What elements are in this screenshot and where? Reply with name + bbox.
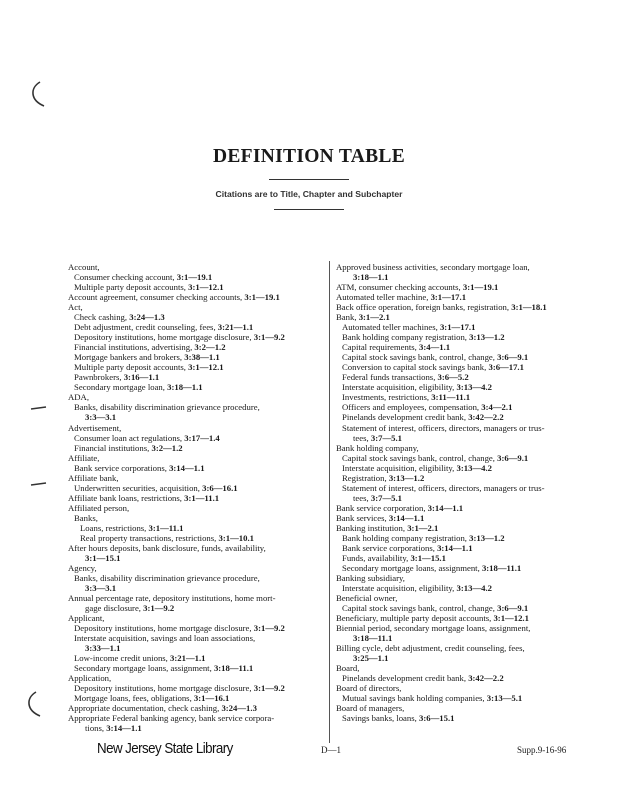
citation: 3:18—1.1 bbox=[167, 382, 203, 393]
index-entry bbox=[336, 673, 587, 683]
entry-text: Secondary mortgage loan, bbox=[74, 382, 168, 393]
citation: 3:33—1.1 bbox=[85, 643, 121, 654]
citation: 3:18—11.1 bbox=[213, 663, 254, 674]
column-divider bbox=[329, 261, 330, 743]
index-entry bbox=[68, 703, 323, 713]
citation: 3:38—1.1 bbox=[184, 352, 220, 363]
index-entry bbox=[336, 533, 587, 543]
index-entry bbox=[336, 603, 587, 613]
index-entry bbox=[336, 443, 587, 453]
index-entry bbox=[336, 352, 587, 362]
index-entry bbox=[336, 282, 587, 292]
entry-text: Underwritten securities, acquisition, bbox=[74, 482, 203, 493]
entry-text: Account, bbox=[68, 262, 100, 272]
entry-text: Affiliate bank loans, restrictions, bbox=[68, 492, 185, 503]
index-entry bbox=[68, 282, 323, 292]
citation: 3:1—12.1 bbox=[493, 613, 529, 624]
entry-text: tees, bbox=[353, 432, 371, 443]
citation: 3:6—9.1 bbox=[497, 352, 529, 363]
entry-text: Bank service corporation, bbox=[336, 502, 428, 513]
entry-text: Bank service corporations, bbox=[74, 462, 170, 473]
index-entry bbox=[68, 272, 323, 282]
entry-text: Loans, restrictions, bbox=[80, 522, 149, 533]
page-title: DEFINITION TABLE bbox=[212, 146, 406, 167]
citation: 3:7—5.1 bbox=[370, 432, 402, 443]
entry-text: Billing cycle, debt adjustment, credit counseling, fees, bbox=[336, 643, 525, 654]
entry-text: Automated teller machine, bbox=[336, 292, 431, 303]
citation: 3:21—1.1 bbox=[170, 653, 206, 664]
index-entry bbox=[68, 382, 323, 392]
index-entry bbox=[336, 392, 587, 402]
index-entry bbox=[68, 322, 323, 332]
index-entry bbox=[68, 352, 323, 362]
index-entry bbox=[336, 643, 587, 653]
entry-text: Back office operation, foreign banks, registration, bbox=[336, 302, 512, 313]
index-entry bbox=[68, 392, 323, 402]
citation: 3:1—19.1 bbox=[244, 292, 280, 303]
citation: 3:42—2.2 bbox=[468, 673, 504, 684]
index-entry bbox=[336, 433, 587, 443]
index-entry bbox=[336, 613, 587, 623]
citation: 3:14—1.1 bbox=[437, 542, 473, 553]
index-entry bbox=[68, 673, 323, 683]
citation: 3:1—2.1 bbox=[358, 312, 390, 323]
entry-text: Investments, restrictions, bbox=[342, 392, 432, 403]
citation: 3:1—19.1 bbox=[176, 272, 213, 283]
citation: 3:6—15.1 bbox=[418, 713, 455, 724]
entry-text: Application, bbox=[68, 673, 112, 684]
scan-mark-icon bbox=[30, 404, 48, 412]
entry-text: Bank holding company registration, bbox=[342, 332, 470, 343]
subtitle: Citations are to Title, Chapter and Subchapter bbox=[215, 189, 403, 199]
entry-text: Bank services, bbox=[336, 512, 389, 523]
citation: 3:13—4.2 bbox=[456, 382, 493, 393]
index-entry bbox=[336, 382, 587, 392]
entry-text: Officers and employees, compensation, bbox=[342, 402, 482, 413]
citation: 3:13—1.2 bbox=[388, 472, 425, 483]
entry-text: Interstate acquisition, savings and loan associations, bbox=[74, 633, 256, 644]
citation: 3:6—16.1 bbox=[202, 482, 238, 493]
index-entry bbox=[68, 693, 323, 703]
citation: 3:21—1.1 bbox=[217, 322, 254, 333]
citation: 3:13—1.2 bbox=[469, 532, 505, 543]
index-entry bbox=[68, 372, 323, 382]
scan-mark-icon bbox=[22, 690, 46, 720]
citation: 3:6—5.2 bbox=[437, 372, 469, 383]
index-entry bbox=[68, 453, 323, 463]
entry-text: Multiple party deposit accounts, bbox=[74, 282, 189, 293]
index-entry bbox=[336, 633, 587, 643]
index-entry bbox=[68, 362, 323, 372]
index-entry bbox=[68, 312, 323, 322]
entry-text: gage disclosure, bbox=[85, 603, 144, 614]
scan-mark-icon bbox=[30, 480, 48, 488]
entry-text: Banking subsidiary, bbox=[336, 572, 405, 583]
citation: 3:14—1.1 bbox=[427, 502, 464, 513]
entry-text: Banks, disability discrimination grievance procedure, bbox=[74, 572, 260, 583]
index-entry bbox=[336, 412, 587, 422]
index-entry bbox=[68, 543, 323, 553]
entry-text: Banks, bbox=[74, 512, 98, 523]
index-entry bbox=[68, 332, 323, 342]
index-entry bbox=[336, 372, 587, 382]
index-entry bbox=[68, 643, 323, 653]
citation: 3:14—1.1 bbox=[388, 512, 425, 523]
citation: 3:1—19.1 bbox=[462, 282, 499, 293]
entry-text: Debt adjustment, credit counseling, fees, bbox=[74, 322, 218, 333]
citation: 3:1—11.1 bbox=[148, 522, 184, 533]
index-entry bbox=[68, 583, 323, 593]
entry-text: Secondary mortgage loans, assignment, bbox=[342, 562, 482, 573]
index-entry bbox=[336, 493, 587, 503]
index-entry bbox=[68, 443, 323, 453]
index-entry bbox=[336, 322, 587, 332]
index-entry bbox=[68, 713, 323, 723]
index-entry bbox=[336, 593, 587, 603]
entry-text: Agency, bbox=[68, 562, 97, 573]
entry-text: Act, bbox=[68, 302, 83, 313]
index-entry bbox=[68, 553, 323, 563]
index-entry bbox=[336, 573, 587, 583]
citation: 3:1—17.1 bbox=[430, 292, 467, 303]
entry-text: Depository institutions, home mortgage disclosure, bbox=[74, 623, 254, 634]
index-entry bbox=[68, 653, 323, 663]
citation: 3:1—12.1 bbox=[188, 282, 224, 293]
entry-text: Appropriate documentation, check cashing, bbox=[68, 703, 222, 714]
entry-text: Mutual savings bank holding companies, bbox=[342, 693, 487, 704]
citation: 3:13—5.1 bbox=[486, 693, 523, 704]
entry-text: Pawnbrokers, bbox=[74, 372, 124, 383]
citation: 3:1—15.1 bbox=[85, 552, 121, 563]
citation: 3:16—1.1 bbox=[123, 372, 160, 383]
entry-text: Advertisement, bbox=[68, 422, 122, 433]
supplement-date: Supp.9-16-96 bbox=[517, 745, 567, 755]
index-entry bbox=[68, 402, 323, 412]
index-entry bbox=[336, 473, 587, 483]
index-entry bbox=[68, 473, 323, 483]
entry-text: Capital stock savings bank, control, change, bbox=[342, 452, 498, 463]
index-entry bbox=[68, 292, 323, 302]
library-stamp: New Jersey State Library bbox=[97, 741, 233, 757]
index-entry bbox=[336, 703, 587, 713]
entry-text: Bank holding company, bbox=[336, 442, 419, 453]
index-entry bbox=[68, 262, 323, 272]
index-entry bbox=[68, 723, 323, 733]
index-entry bbox=[68, 593, 323, 603]
entry-text: Board, bbox=[336, 663, 360, 674]
citation: 3:7—5.1 bbox=[370, 492, 402, 503]
citation: 3:18—1.1 bbox=[353, 272, 389, 283]
index-entry bbox=[68, 342, 323, 352]
citation: 3:4—2.1 bbox=[481, 402, 513, 413]
entry-text: ATM, consumer checking accounts, bbox=[336, 282, 463, 293]
citation: 3:13—4.2 bbox=[456, 462, 493, 473]
index-entry bbox=[68, 503, 323, 513]
entry-text: Mortgage bankers and brokers, bbox=[74, 352, 185, 363]
index-entry bbox=[336, 402, 587, 412]
index-entry bbox=[336, 623, 587, 633]
index-entry bbox=[336, 693, 587, 703]
page-number: D—1 bbox=[321, 745, 341, 755]
entry-text: Biennial period, secondary mortgage loans, assignment, bbox=[336, 623, 531, 634]
citation: 3:6—17.1 bbox=[488, 362, 524, 373]
title-rule bbox=[269, 179, 349, 180]
entry-text: Interstate acquisition, eligibility, bbox=[342, 462, 457, 473]
index-entry bbox=[68, 423, 323, 433]
index-entry bbox=[68, 663, 323, 673]
citation: 3:1—12.1 bbox=[188, 362, 224, 373]
citation: 3:3—3.1 bbox=[85, 583, 117, 593]
index-entry bbox=[336, 483, 587, 493]
entry-text: Annual percentage rate, depository institutions, home mort- bbox=[68, 593, 276, 604]
index-entry bbox=[336, 332, 587, 342]
entry-text: Multiple party deposit accounts, bbox=[74, 362, 189, 373]
entry-text: Bank, bbox=[336, 312, 359, 323]
entry-text: Consumer loan act regulations, bbox=[74, 432, 185, 443]
index-entry bbox=[68, 412, 323, 422]
index-entry bbox=[336, 523, 587, 533]
citation: 3:24—1.3 bbox=[129, 312, 165, 323]
citation: 3:24—1.3 bbox=[221, 703, 257, 714]
index-entry bbox=[336, 463, 587, 473]
citation: 3:1—16.1 bbox=[193, 693, 230, 704]
index-entry bbox=[336, 683, 587, 693]
index-entry bbox=[68, 563, 323, 573]
entry-text: Affiliated person, bbox=[68, 502, 130, 513]
index-entry bbox=[336, 583, 587, 593]
citation: 3:6—9.1 bbox=[497, 452, 529, 463]
citation: 3:14—1.1 bbox=[169, 462, 205, 473]
index-entry bbox=[336, 342, 587, 352]
entry-text: Registration, bbox=[342, 472, 389, 483]
index-entry bbox=[68, 683, 323, 693]
entry-text: Board of managers, bbox=[336, 703, 405, 714]
index-entry bbox=[336, 653, 587, 663]
index-entry bbox=[68, 533, 323, 543]
entry-text: Real property transactions, restrictions, bbox=[80, 532, 219, 543]
entry-text: Affiliate bank, bbox=[68, 472, 119, 483]
index-entry bbox=[336, 302, 587, 312]
index-entry bbox=[336, 453, 587, 463]
entry-text: After hours deposits, bank disclosure, funds, availability, bbox=[68, 542, 266, 553]
index-entry bbox=[68, 613, 323, 623]
entry-text: Pinelands development credit bank, bbox=[342, 412, 469, 423]
entry-text: Bank service corporations, bbox=[342, 542, 438, 553]
entry-text: Account agreement, consumer checking accounts, bbox=[68, 292, 245, 303]
index-entry bbox=[68, 433, 323, 443]
citation: 3:14—1.1 bbox=[106, 723, 142, 734]
scan-mark-icon bbox=[26, 80, 50, 110]
citation: 3:2—1.2 bbox=[151, 442, 183, 453]
entry-text: Capital stock savings bank, control, change, bbox=[342, 603, 498, 614]
entry-text: Capital stock savings bank, control, change, bbox=[342, 352, 498, 363]
entry-text: Board of directors, bbox=[336, 683, 402, 694]
citation: 3:11—11.1 bbox=[431, 392, 471, 403]
entry-text: Financial institutions, advertising, bbox=[74, 342, 195, 353]
citation: 3:1—9.2 bbox=[253, 332, 285, 343]
index-entry bbox=[336, 262, 587, 272]
index-entry bbox=[68, 603, 323, 613]
index-entry bbox=[68, 483, 323, 493]
index-entry bbox=[336, 553, 587, 563]
citation: 3:13—4.2 bbox=[456, 583, 493, 593]
citation: 3:6—9.1 bbox=[497, 603, 529, 614]
index-entry bbox=[68, 493, 323, 503]
index-entry bbox=[336, 563, 587, 573]
citation: 3:3—3.1 bbox=[85, 412, 117, 423]
entry-text: Statement of interest, officers, directors, managers or trus- bbox=[342, 482, 545, 493]
index-entry bbox=[68, 633, 323, 643]
index-entry bbox=[68, 463, 323, 473]
citation: 3:1—17.1 bbox=[439, 322, 476, 333]
citation: 3:17—1.4 bbox=[184, 432, 220, 443]
citation: 3:1—15.1 bbox=[410, 552, 446, 563]
citation: 3:1—10.1 bbox=[218, 532, 254, 543]
index-entry bbox=[336, 663, 587, 673]
entry-text: Interstate acquisition, eligibility, bbox=[342, 382, 457, 393]
right-column bbox=[336, 262, 587, 723]
index-entry bbox=[336, 292, 587, 302]
entry-text: Beneficial owner, bbox=[336, 593, 398, 604]
citation: 3:2—1.2 bbox=[194, 342, 226, 353]
citation: 3:1—9.2 bbox=[253, 623, 285, 634]
entry-text: Capital requirements, bbox=[342, 342, 419, 353]
index-entry bbox=[68, 623, 323, 633]
index-entry bbox=[336, 312, 587, 322]
index-entry bbox=[336, 543, 587, 553]
index-entry bbox=[68, 573, 323, 583]
left-column bbox=[68, 262, 323, 733]
citation: 3:18—11.1 bbox=[353, 633, 393, 644]
entry-text: Beneficiary, multiple party deposit accounts, bbox=[336, 613, 494, 624]
entry-text: ADA, bbox=[68, 392, 89, 403]
citation: 3:13—1.2 bbox=[469, 332, 505, 343]
entry-text: Banking institution, bbox=[336, 522, 408, 533]
entry-text: Consumer checking account, bbox=[74, 272, 177, 283]
entry-text: Pinelands development credit bank, bbox=[342, 673, 469, 684]
index-entry bbox=[336, 713, 587, 723]
entry-text: Interstate acquisition, eligibility, bbox=[342, 583, 457, 593]
entry-text: tions, bbox=[85, 723, 107, 734]
citation: 3:1—2.1 bbox=[407, 522, 439, 533]
entry-text: Secondary mortgage loans, assignment, bbox=[74, 663, 214, 674]
entry-text: Bank holding company registration, bbox=[342, 532, 470, 543]
entry-text: Applicant, bbox=[68, 613, 105, 624]
index-entry bbox=[336, 362, 587, 372]
entry-text: Banks, disability discrimination grievance procedure, bbox=[74, 402, 260, 413]
entry-text: Savings banks, loans, bbox=[342, 713, 419, 724]
citation: 3:1—9.2 bbox=[253, 683, 285, 694]
entry-text: Statement of interest, officers, directors, managers or trus- bbox=[342, 422, 545, 433]
entry-text: Depository institutions, home mortgage disclosure, bbox=[74, 332, 254, 343]
entry-text: Mortgage loans, fees, obligations, bbox=[74, 693, 194, 704]
entry-text: Conversion to capital stock savings bank, bbox=[342, 362, 489, 373]
index-entry bbox=[336, 503, 587, 513]
index-entry bbox=[336, 513, 587, 523]
index-entry bbox=[336, 423, 587, 433]
citation: 3:1—11.1 bbox=[184, 492, 220, 503]
entry-text: tees, bbox=[353, 492, 371, 503]
citation: 3:25—1.1 bbox=[353, 653, 389, 664]
citation: 3:42—2.2 bbox=[468, 412, 504, 423]
subtitle-rule bbox=[274, 209, 344, 210]
index-entry bbox=[68, 513, 323, 523]
index-entry bbox=[336, 272, 587, 282]
citation: 3:4—1.1 bbox=[418, 342, 451, 353]
entry-text: Automated teller machines, bbox=[342, 322, 440, 333]
entry-text: Approved business activities, secondary mortgage loan, bbox=[336, 262, 530, 272]
entry-text: Appropriate Federal banking agency, bank service corpora- bbox=[68, 713, 275, 724]
citation: 3:1—18.1 bbox=[511, 302, 547, 313]
entry-text: Low-income credit unions, bbox=[74, 653, 171, 664]
entry-text: Funds, availability, bbox=[342, 552, 411, 563]
entry-text: Depository institutions, home mortgage disclosure, bbox=[74, 683, 254, 694]
entry-text: Check cashing, bbox=[74, 312, 130, 323]
entry-text: Federal funds transactions, bbox=[342, 372, 438, 383]
citation: 3:1—9.2 bbox=[143, 603, 175, 614]
entry-text: Financial institutions, bbox=[74, 442, 152, 453]
index-entry bbox=[68, 523, 323, 533]
citation: 3:18—11.1 bbox=[481, 562, 522, 573]
entry-text: Affiliate, bbox=[68, 452, 100, 463]
index-entry bbox=[68, 302, 323, 312]
